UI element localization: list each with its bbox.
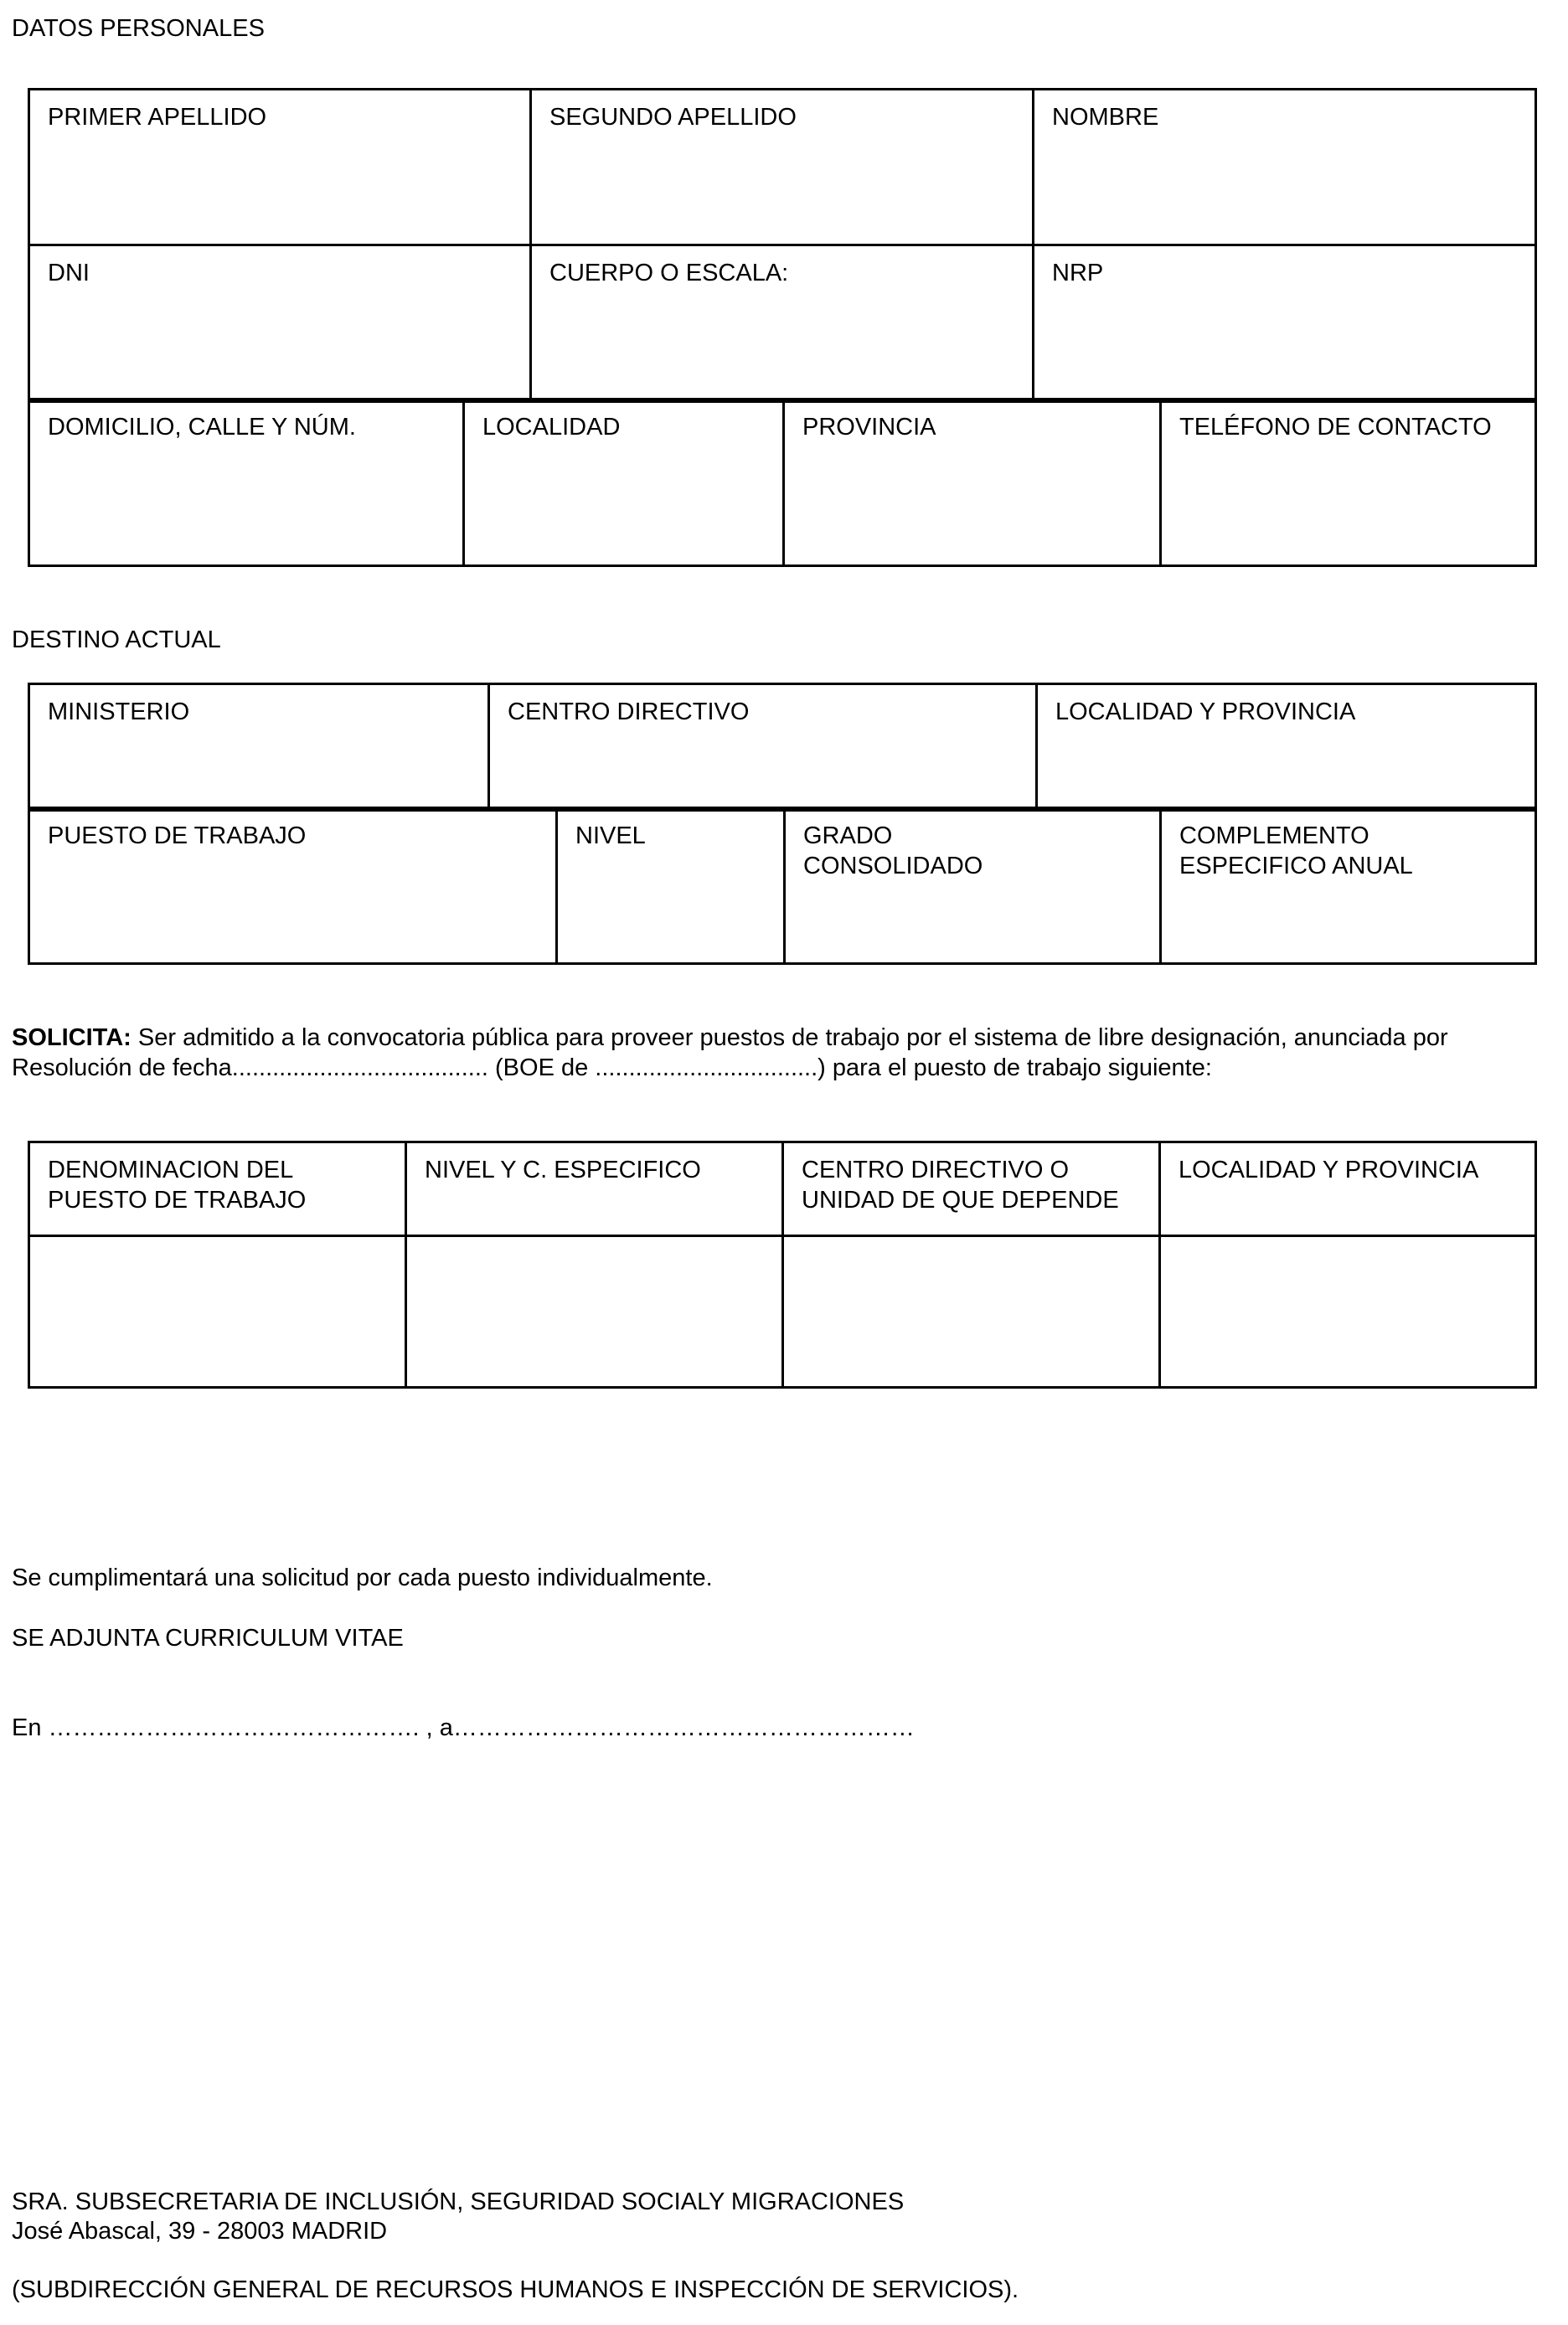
datos-personales-table-domicilio: [28, 398, 1537, 567]
centro-directivo-label: CENTRO DIRECTIVO: [508, 699, 750, 725]
localidad-provincia-header-line1: LOCALIDAD Y PROVINCIA: [1179, 1157, 1479, 1183]
nrp-label: NRP: [1052, 260, 1104, 286]
telefono-label: TELÉFONO DE CONTACTO: [1179, 414, 1492, 441]
denominacion-header-line2: PUESTO DE TRABAJO: [48, 1187, 307, 1214]
centro-directivo-header-line1: CENTRO DIRECTIVO O: [802, 1157, 1070, 1183]
centro-directivo-input-cell[interactable]: [783, 1236, 1160, 1388]
cuerpo-escala-field[interactable]: [531, 245, 1034, 402]
nrp-field[interactable]: [1034, 245, 1536, 402]
localidad-label: LOCALIDAD: [482, 414, 621, 441]
centro-directivo-field[interactable]: [489, 684, 1037, 811]
cuerpo-escala-label: CUERPO O ESCALA:: [549, 260, 789, 286]
nombre-label: NOMBRE: [1052, 104, 1159, 131]
localidad-provincia-field[interactable]: [1037, 684, 1536, 811]
destino-actual-title: DESTINO ACTUAL: [12, 626, 221, 653]
solicita-text-line2: Resolución de fecha...................................... (BOE de .................................) para el puesto de trabajo siguiente:: [12, 1054, 1212, 1081]
addressee: SRA. SUBSECRETARIA DE INCLUSIÓN, SEGURIDAD SOCIALY MIGRACIONES: [12, 2188, 905, 2215]
grado-label: GRADO: [803, 822, 893, 849]
solicita-label: SOLICITA:: [12, 1024, 132, 1051]
domicilio-field[interactable]: [29, 400, 464, 566]
solicita-paragraph: [12, 1023, 1561, 1083]
domicilio-label: DOMICILIO, CALLE Y NÚM.: [48, 414, 356, 441]
nivel-especifico-header-line1: NIVEL Y C. ESPECIFICO: [425, 1157, 701, 1183]
dni-label: DNI: [48, 260, 90, 286]
localidad-provincia-header: [1160, 1142, 1536, 1236]
complemento-especifico-field[interactable]: [1161, 808, 1536, 964]
subdireccion: (SUBDIRECCIÓN GENERAL DE RECURSOS HUMANOS E INSPECCIÓN DE SERVICIOS).: [12, 2276, 1019, 2303]
nivel-label: NIVEL: [575, 822, 646, 849]
datos-personales-table: [28, 88, 1537, 403]
place-date-line: En ………………………………………. , a…………………………………………………: [12, 1714, 915, 1741]
primer-apellido-label: PRIMER APELLIDO: [48, 104, 267, 131]
segundo-apellido-label: SEGUNDO APELLIDO: [549, 104, 797, 131]
centro-directivo-header: [783, 1142, 1160, 1236]
localidad-field[interactable]: [464, 400, 784, 566]
provincia-field[interactable]: [784, 400, 1161, 566]
consolidado-label: CONSOLIDADO: [803, 853, 983, 879]
destino-actual-table-puesto: [28, 807, 1537, 965]
primer-apellido-field[interactable]: [29, 90, 531, 245]
ministerio-field[interactable]: [29, 684, 489, 811]
destino-actual-table: [28, 683, 1537, 812]
curriculum-note: SE ADJUNTA CURRICULUM VITAE: [12, 1625, 404, 1652]
localidad-provincia-label: LOCALIDAD Y PROVINCIA: [1055, 699, 1356, 725]
centro-directivo-header-line2: UNIDAD DE QUE DEPENDE: [802, 1187, 1119, 1214]
segundo-apellido-field[interactable]: [531, 90, 1034, 245]
nivel-especifico-header: [406, 1142, 783, 1236]
puesto-solicitado-table: [28, 1141, 1537, 1389]
nivel-field[interactable]: [557, 808, 785, 964]
nombre-field[interactable]: [1034, 90, 1536, 245]
denominacion-header: [29, 1142, 406, 1236]
dni-field[interactable]: [29, 245, 531, 402]
denominacion-input-cell[interactable]: [29, 1236, 406, 1388]
solicita-text-line1: Ser admitido a la convocatoria pública para proveer puestos de trabajo por el sistema de libre designación, anunciada por: [131, 1024, 1448, 1051]
datos-personales-title: DATOS PERSONALES: [12, 15, 265, 42]
provincia-label: PROVINCIA: [802, 414, 936, 441]
denominacion-header-line1: DENOMINACION DEL: [48, 1157, 294, 1183]
ministerio-label: MINISTERIO: [48, 699, 190, 725]
puesto-trabajo-field[interactable]: [29, 808, 557, 964]
especifico-anual-label: ESPECIFICO ANUAL: [1179, 853, 1413, 879]
localidad-provincia-input-cell[interactable]: [1160, 1236, 1536, 1388]
puesto-trabajo-label: PUESTO DE TRABAJO: [48, 822, 307, 849]
nivel-especifico-input-cell[interactable]: [406, 1236, 783, 1388]
individual-note: Se cumplimentará una solicitud por cada puesto individualmente.: [12, 1565, 713, 1591]
grado-consolidado-field[interactable]: [785, 808, 1161, 964]
telefono-field[interactable]: [1161, 400, 1536, 566]
complemento-label: COMPLEMENTO: [1179, 822, 1369, 849]
address: José Abascal, 39 - 28003 MADRID: [12, 2218, 388, 2245]
